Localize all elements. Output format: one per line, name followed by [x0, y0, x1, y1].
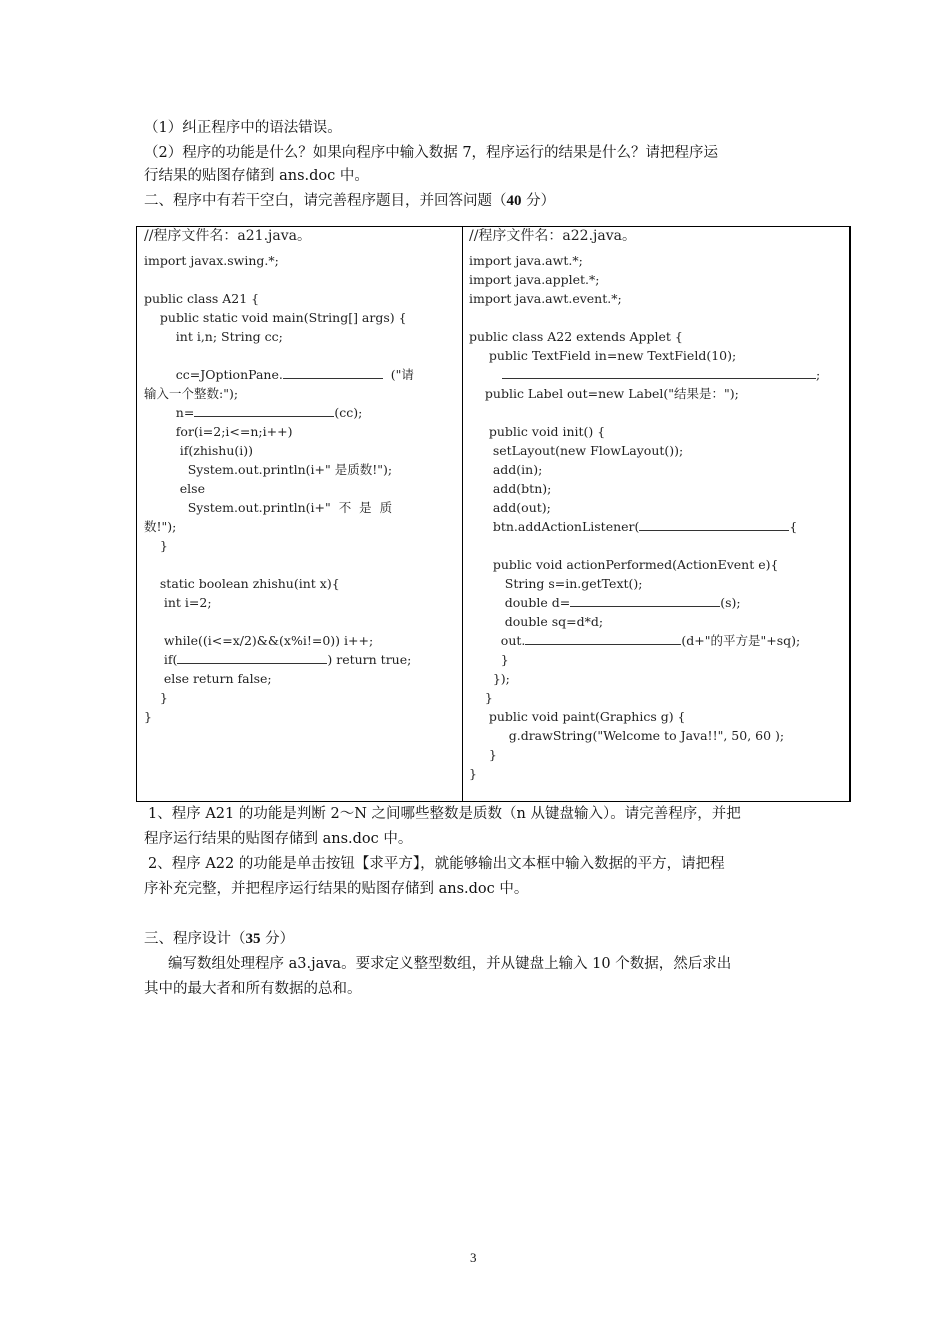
code-line: double sq=d*d; — [469, 614, 604, 629]
code-line: //程序文件名：a21.java。 — [144, 228, 311, 244]
fill-blank — [194, 404, 334, 417]
code-line: } — [144, 709, 152, 724]
code-line — [144, 365, 414, 384]
code-line: for(i=2;i<=n;i++) — [144, 424, 293, 439]
code-text: btn.addActionListener( — [469, 519, 640, 534]
code-line: public void init() { — [469, 424, 606, 439]
code-line: }); — [469, 671, 510, 686]
code-line — [469, 593, 741, 612]
section-3-text-line1: 编写数组处理程序 a3.java。要求定义整型数组，并从键盘上输入 10 个数据，然后求出 — [168, 956, 732, 972]
code-line: g.drawString("Welcome to Java!!", 50, 60 ); — [469, 728, 785, 743]
code-text: n= — [144, 405, 195, 420]
code-line: import java.awt.event.*; — [469, 291, 622, 306]
code-line — [469, 631, 800, 650]
code-line: //程序文件名：a22.java。 — [469, 228, 636, 244]
code-text: (s); — [720, 595, 741, 610]
code-line: add(in); — [469, 462, 543, 477]
code-line: 输入一个整数:"); — [144, 386, 239, 401]
code-a22-cell — [463, 227, 851, 802]
question-2-line1: （2）程序的功能是什么？如果向程序中输入数据 7，程序运行的结果是什么？请把程序运 — [144, 145, 719, 161]
code-line: System.out.println(i+" 不 是 质 — [144, 500, 393, 515]
section-2-heading — [144, 190, 555, 212]
code-line: public class A22 extends Applet { — [469, 329, 683, 344]
note-1-line1: 1、程序 A21 的功能是判断 2～N 之间哪些整数是质数（n 从键盘输入）。请完善程序，并把 — [148, 806, 741, 822]
code-line: add(btn); — [469, 481, 552, 496]
code-line: public void actionPerformed(ActionEvent e){ — [469, 557, 779, 572]
code-line — [144, 650, 411, 669]
note-2-line1: 2、程序 A22 的功能是单击按钮【求平方】，就能够输出文本框中输入数据的平方，请把程 — [148, 856, 725, 872]
code-text: double d= — [469, 595, 571, 610]
code-text: ; — [816, 367, 821, 382]
code-line: public class A21 { — [144, 291, 260, 306]
code-a21-cell — [137, 227, 463, 802]
code-line: int i=2; — [144, 595, 212, 610]
code-line: while((i<=x/2)&&(x%i!=0)) i++; — [144, 633, 374, 648]
fill-blank — [502, 366, 816, 379]
code-line: if(zhishu(i)) — [144, 443, 254, 458]
code-text: ("请 — [382, 367, 414, 382]
code-line: public static void main(String[] args) { — [144, 310, 407, 325]
fill-blank — [639, 518, 789, 531]
code-line: else return false; — [144, 671, 272, 686]
section-2-points: 40 — [506, 193, 522, 209]
code-line — [144, 403, 362, 422]
code-line: } — [469, 747, 497, 762]
code-line: 数!"); — [144, 519, 177, 534]
section-3-heading-end: 分） — [260, 931, 295, 947]
code-line: import java.applet.*; — [469, 272, 600, 287]
section-3-heading-text: 三、程序设计（ — [144, 931, 246, 947]
code-text: out. — [469, 633, 526, 648]
fill-blank — [283, 366, 383, 379]
code-line: public TextField in=new TextField(10); — [469, 348, 737, 363]
code-table — [136, 226, 851, 802]
page-number: 3 — [470, 1250, 477, 1265]
code-line — [469, 517, 797, 536]
code-line: int i,n; String cc; — [144, 329, 283, 344]
code-line: } — [469, 652, 509, 667]
code-line: } — [144, 538, 168, 553]
fill-blank — [177, 651, 327, 664]
code-line: String s=in.getText(); — [469, 576, 643, 591]
code-line: setLayout(new FlowLayout()); — [469, 443, 684, 458]
code-line: System.out.println(i+" 是质数!"); — [144, 462, 393, 477]
code-text: if( — [144, 652, 178, 667]
code-line: public void paint(Graphics g) { — [469, 709, 686, 724]
section-3-points: 35 — [245, 931, 261, 947]
code-text: (d+"的平方是"+sq); — [681, 633, 801, 648]
code-line: static boolean zhishu(int x){ — [144, 576, 340, 591]
code-text: (cc); — [334, 405, 363, 420]
code-line: } — [144, 690, 168, 705]
note-1-line2: 程序运行结果的贴图存储到 ans.doc 中。 — [144, 831, 413, 847]
section-2-heading-end: 分） — [521, 193, 556, 209]
code-line: else — [144, 481, 205, 496]
code-line: add(out); — [469, 500, 551, 515]
code-text: { — [789, 519, 798, 534]
note-2-line2: 序补充完整，并把程序运行结果的贴图存储到 ans.doc 中。 — [144, 881, 529, 897]
section-2-heading-text: 二、程序中有若干空白，请完善程序题目，并回答问题（ — [144, 193, 507, 209]
code-line: import java.awt.*; — [469, 253, 583, 268]
code-line: } — [469, 690, 493, 705]
question-2-line2: 行结果的贴图存储到 ans.doc 中。 — [144, 168, 369, 184]
code-line: public Label out=new Label("结果是："); — [469, 386, 739, 401]
code-line — [469, 365, 820, 384]
code-line: } — [469, 766, 477, 781]
fill-blank — [570, 594, 720, 607]
question-1: （1）纠正程序中的语法错误。 — [144, 120, 342, 136]
fill-blank — [525, 632, 681, 645]
code-line: import javax.swing.*; — [144, 253, 279, 268]
section-3-text-line2: 其中的最大者和所有数据的总和。 — [144, 981, 362, 997]
section-3-heading — [144, 928, 294, 950]
code-text: ) return true; — [327, 652, 412, 667]
code-text: cc=JOptionPane. — [144, 367, 283, 382]
